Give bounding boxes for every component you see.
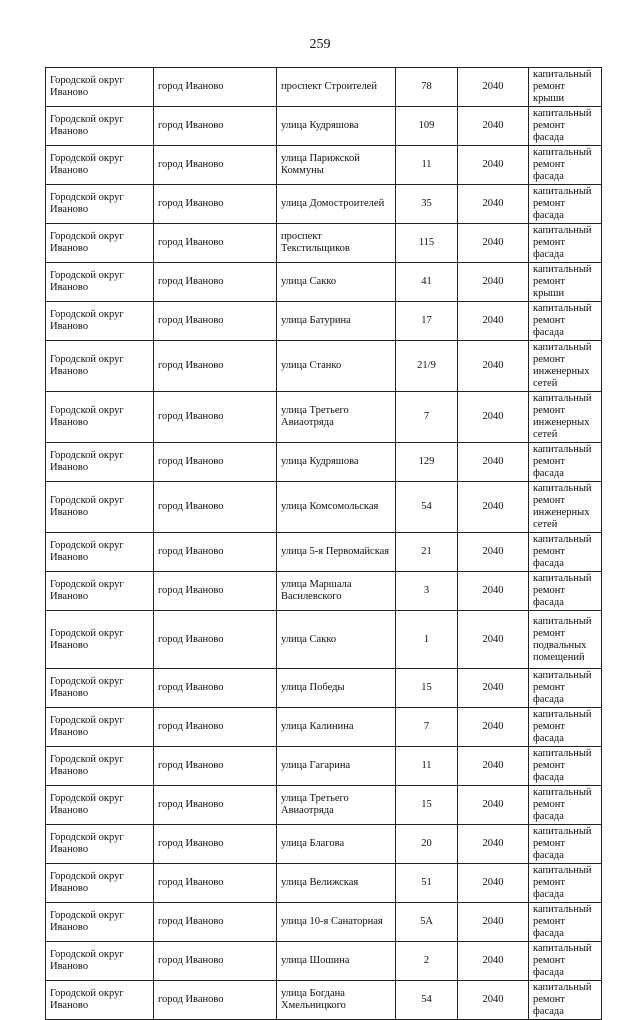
cell-city: город Иваново — [154, 107, 277, 146]
cell-okrug: Городской округ Иваново — [46, 341, 154, 392]
cell-street: улица Парижской Коммуны — [277, 146, 396, 185]
cell-work: капитальный ремонт фасада — [529, 185, 602, 224]
cell-okrug: Городской округ Иваново — [46, 224, 154, 263]
cell-okrug: Городской округ Иваново — [46, 669, 154, 708]
cell-year: 2040 — [458, 185, 529, 224]
cell-street: проспект Строителей — [277, 68, 396, 107]
cell-year: 2040 — [458, 68, 529, 107]
cell-okrug: Городской округ Иваново — [46, 708, 154, 747]
cell-street: улица Кудряшова — [277, 107, 396, 146]
table-row — [46, 263, 602, 302]
cell-house: 21/9 — [396, 341, 458, 392]
cell-house: 11 — [396, 747, 458, 786]
cell-city: город Иваново — [154, 981, 277, 1020]
cell-okrug: Городской округ Иваново — [46, 533, 154, 572]
cell-okrug: Городской округ Иваново — [46, 572, 154, 611]
cell-street: улица 5-я Первомайская — [277, 533, 396, 572]
cell-street: улица Сакко — [277, 263, 396, 302]
cell-city: город Иваново — [154, 224, 277, 263]
table-row — [46, 68, 602, 107]
cell-street: улица Домостроителей — [277, 185, 396, 224]
table-row — [46, 146, 602, 185]
cell-okrug: Городской округ Иваново — [46, 185, 154, 224]
cell-work: капитальный ремонт фасада — [529, 302, 602, 341]
registry-table-body — [46, 68, 602, 1020]
cell-okrug: Городской округ Иваново — [46, 747, 154, 786]
cell-work: капитальный ремонт фасада — [529, 224, 602, 263]
table-row — [46, 533, 602, 572]
cell-okrug: Городской округ Иваново — [46, 864, 154, 903]
cell-okrug: Городской округ Иваново — [46, 786, 154, 825]
cell-street: улица Шошина — [277, 942, 396, 981]
cell-okrug: Городской округ Иваново — [46, 611, 154, 669]
cell-city: город Иваново — [154, 747, 277, 786]
cell-work: капитальный ремонт фасада — [529, 146, 602, 185]
cell-work: капитальный ремонт фасада — [529, 747, 602, 786]
cell-house: 51 — [396, 864, 458, 903]
cell-city: город Иваново — [154, 903, 277, 942]
table-row — [46, 107, 602, 146]
cell-city: город Иваново — [154, 146, 277, 185]
cell-work: капитальный ремонт фасада — [529, 533, 602, 572]
cell-house: 17 — [396, 302, 458, 341]
cell-year: 2040 — [458, 669, 529, 708]
cell-house: 78 — [396, 68, 458, 107]
registry-table — [45, 67, 602, 1020]
cell-city: город Иваново — [154, 185, 277, 224]
cell-street: улица 10-я Санаторная — [277, 903, 396, 942]
cell-city: город Иваново — [154, 263, 277, 302]
cell-year: 2040 — [458, 341, 529, 392]
table-row — [46, 392, 602, 443]
cell-house: 2 — [396, 942, 458, 981]
cell-street: улица Третьего Авиаотряда — [277, 392, 396, 443]
cell-okrug: Городской округ Иваново — [46, 68, 154, 107]
cell-house: 115 — [396, 224, 458, 263]
table-row — [46, 341, 602, 392]
cell-year: 2040 — [458, 864, 529, 903]
cell-year: 2040 — [458, 981, 529, 1020]
cell-house: 15 — [396, 786, 458, 825]
cell-work: капитальный ремонт инженерных сетей — [529, 482, 602, 533]
cell-year: 2040 — [458, 708, 529, 747]
table-row — [46, 786, 602, 825]
cell-year: 2040 — [458, 224, 529, 263]
cell-house: 54 — [396, 482, 458, 533]
table-row — [46, 572, 602, 611]
cell-year: 2040 — [458, 146, 529, 185]
cell-year: 2040 — [458, 747, 529, 786]
table-row — [46, 611, 602, 669]
cell-city: город Иваново — [154, 786, 277, 825]
cell-city: город Иваново — [154, 341, 277, 392]
cell-city: город Иваново — [154, 942, 277, 981]
cell-house: 109 — [396, 107, 458, 146]
cell-okrug: Городской округ Иваново — [46, 482, 154, 533]
cell-house: 21 — [396, 533, 458, 572]
table-row — [46, 185, 602, 224]
cell-city: город Иваново — [154, 482, 277, 533]
cell-house: 35 — [396, 185, 458, 224]
table-row — [46, 942, 602, 981]
table-row — [46, 708, 602, 747]
cell-okrug: Городской округ Иваново — [46, 302, 154, 341]
cell-okrug: Городской округ Иваново — [46, 146, 154, 185]
cell-house: 129 — [396, 443, 458, 482]
cell-city: город Иваново — [154, 708, 277, 747]
table-row — [46, 224, 602, 263]
cell-house: 1 — [396, 611, 458, 669]
cell-okrug: Городской округ Иваново — [46, 981, 154, 1020]
cell-work: капитальный ремонт фасада — [529, 107, 602, 146]
cell-city: город Иваново — [154, 825, 277, 864]
cell-okrug: Городской округ Иваново — [46, 263, 154, 302]
cell-street: улица Батурина — [277, 302, 396, 341]
cell-year: 2040 — [458, 107, 529, 146]
cell-work: капитальный ремонт фасада — [529, 708, 602, 747]
cell-street: улица Богдана Хмельницкого — [277, 981, 396, 1020]
cell-work: капитальный ремонт фасада — [529, 903, 602, 942]
cell-city: город Иваново — [154, 302, 277, 341]
cell-house: 7 — [396, 392, 458, 443]
cell-street: улица Комсомольская — [277, 482, 396, 533]
cell-street: улица Третьего Авиаотряда — [277, 786, 396, 825]
cell-work: капитальный ремонт инженерных сетей — [529, 392, 602, 443]
cell-work: капитальный ремонт крыши — [529, 263, 602, 302]
cell-work: капитальный ремонт подвальных помещений — [529, 611, 602, 669]
cell-city: город Иваново — [154, 392, 277, 443]
cell-year: 2040 — [458, 572, 529, 611]
cell-work: капитальный ремонт фасада — [529, 669, 602, 708]
cell-work: капитальный ремонт фасада — [529, 942, 602, 981]
cell-okrug: Городской округ Иваново — [46, 107, 154, 146]
cell-city: город Иваново — [154, 864, 277, 903]
cell-street: улица Велижская — [277, 864, 396, 903]
cell-okrug: Городской округ Иваново — [46, 903, 154, 942]
cell-city: город Иваново — [154, 572, 277, 611]
cell-year: 2040 — [458, 903, 529, 942]
cell-year: 2040 — [458, 786, 529, 825]
cell-okrug: Городской округ Иваново — [46, 443, 154, 482]
cell-street: улица Победы — [277, 669, 396, 708]
cell-street: улица Калинина — [277, 708, 396, 747]
cell-city: город Иваново — [154, 443, 277, 482]
cell-house: 11 — [396, 146, 458, 185]
table-row — [46, 825, 602, 864]
cell-street: проспект Текстильщиков — [277, 224, 396, 263]
cell-street: улица Маршала Василевского — [277, 572, 396, 611]
cell-city: город Иваново — [154, 611, 277, 669]
cell-year: 2040 — [458, 302, 529, 341]
cell-year: 2040 — [458, 611, 529, 669]
cell-work: капитальный ремонт фасада — [529, 981, 602, 1020]
cell-year: 2040 — [458, 942, 529, 981]
cell-okrug: Городской округ Иваново — [46, 392, 154, 443]
cell-street: улица Кудряшова — [277, 443, 396, 482]
cell-city: город Иваново — [154, 68, 277, 107]
cell-house: 7 — [396, 708, 458, 747]
cell-okrug: Городской округ Иваново — [46, 825, 154, 864]
cell-work: капитальный ремонт фасада — [529, 572, 602, 611]
cell-year: 2040 — [458, 443, 529, 482]
table-row — [46, 669, 602, 708]
cell-street: улица Сакко — [277, 611, 396, 669]
cell-house: 54 — [396, 981, 458, 1020]
table-row — [46, 903, 602, 942]
cell-street: улица Благова — [277, 825, 396, 864]
cell-city: город Иваново — [154, 533, 277, 572]
cell-city: город Иваново — [154, 669, 277, 708]
table-row — [46, 747, 602, 786]
table-row — [46, 981, 602, 1020]
cell-okrug: Городской округ Иваново — [46, 942, 154, 981]
page-number: 259 — [309, 37, 331, 52]
cell-street: улица Гагарина — [277, 747, 396, 786]
cell-work: капитальный ремонт фасада — [529, 864, 602, 903]
cell-year: 2040 — [458, 533, 529, 572]
cell-house: 5А — [396, 903, 458, 942]
table-row — [46, 302, 602, 341]
cell-work: капитальный ремонт инженерных сетей — [529, 341, 602, 392]
table-row — [46, 482, 602, 533]
cell-year: 2040 — [458, 392, 529, 443]
cell-work: капитальный ремонт крыши — [529, 68, 602, 107]
cell-house: 15 — [396, 669, 458, 708]
table-row — [46, 443, 602, 482]
table-row — [46, 864, 602, 903]
cell-work: капитальный ремонт фасада — [529, 825, 602, 864]
cell-house: 3 — [396, 572, 458, 611]
cell-year: 2040 — [458, 825, 529, 864]
cell-work: капитальный ремонт фасада — [529, 443, 602, 482]
cell-street: улица Станко — [277, 341, 396, 392]
cell-house: 41 — [396, 263, 458, 302]
cell-year: 2040 — [458, 482, 529, 533]
cell-year: 2040 — [458, 263, 529, 302]
cell-house: 20 — [396, 825, 458, 864]
cell-work: капитальный ремонт фасада — [529, 786, 602, 825]
